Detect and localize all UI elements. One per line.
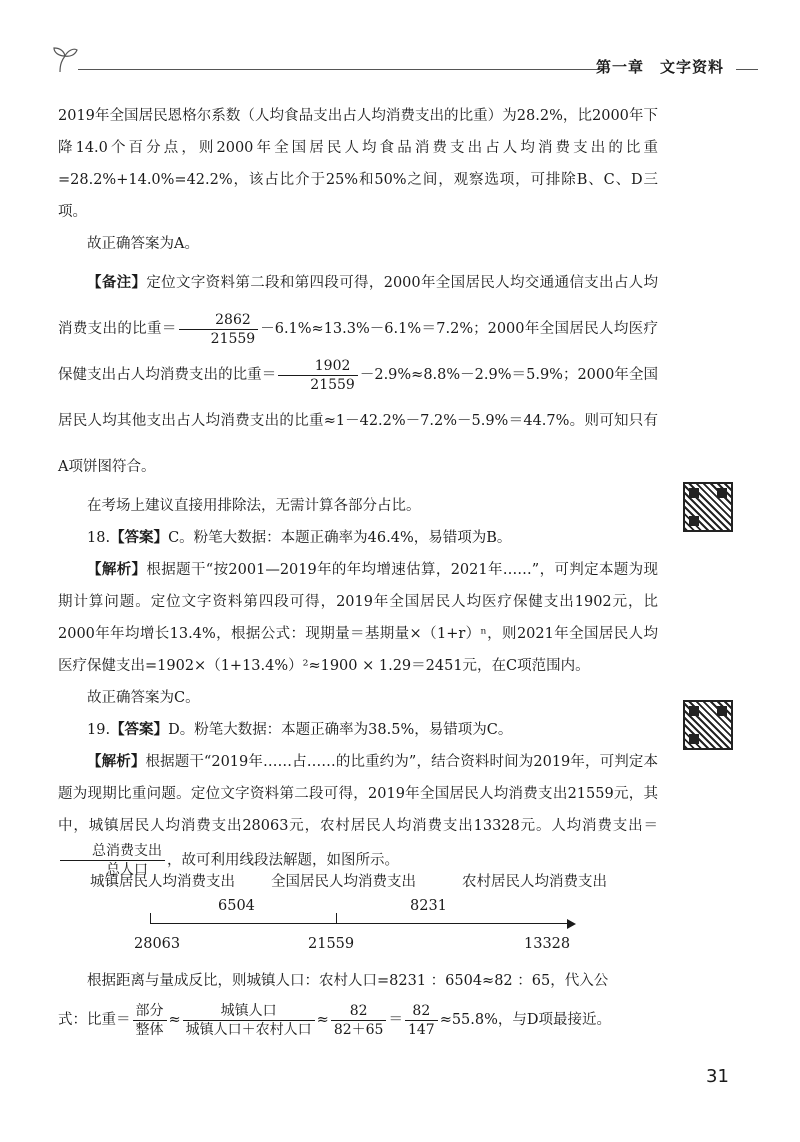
segment-line [150, 923, 574, 924]
qr-code-19[interactable] [683, 700, 733, 750]
segment-label-rural: 农村居民人均消费支出 [462, 874, 607, 890]
fraction-denominator: 总人口 [106, 862, 148, 878]
header-rule-right [736, 69, 758, 70]
fraction-numerator: 82 [331, 1002, 387, 1021]
fraction-numerator: 2862 [179, 311, 259, 330]
note-label: 【备注】 [87, 274, 147, 291]
answer-text: C。粉笔大数据：本题正确率为46.4%，易错项为B。 [168, 530, 512, 546]
question-number: 19. [87, 722, 111, 738]
note-text-b: －6.1%≈13.3%－6.1%＝7.2%；2000年全国居民人均医疗保健支出占人均消费支出的比重＝ [58, 321, 658, 383]
fraction-population [183, 1002, 315, 1039]
fraction-denominator: 21559 [310, 376, 355, 393]
answer-label: 【答案】 [110, 529, 169, 546]
paragraph-engel: 2019年全国居民恩格尔系数（人均食品支出占人均消费支出的比重）为28.2%，比2000年下降14.0个百分点，则2000年全国居民人均食品消费支出占人均消费支出的比重=28.2%+14.0%=42.2%，该占比介于25%和50%之间，观察选项，可排除B、C、D三项。 [58, 108, 658, 220]
page-header [50, 44, 750, 84]
segment-distance-right: 8231 [410, 898, 447, 914]
qr-code-18[interactable] [683, 482, 733, 532]
segment-label-urban: 城镇居民人均消费支出 [90, 874, 235, 890]
fraction-numerator: 总消费支出 [60, 842, 165, 861]
analysis-label: 【解析】 [87, 561, 147, 578]
answer-line-a: 故正确答案为A。 [87, 236, 199, 252]
conclusion-line-1: 根据距离与量成反比，则城镇人口：农村人口=8231 ：6504≈82 ：65，代入公 [87, 973, 609, 989]
analysis-text: 根据题干“2019年……占……的比重约为”，结合资料时间为2019年，可判定本题为现期比重问题。定位文字资料第二段可得，2019年全国居民人均消费支出21559元，其中，城镇居民人均消费支出28063元，农村居民人均消费支出13328元。人均消费支出＝ [58, 754, 658, 834]
fraction-denominator: 147 [407, 1021, 435, 1038]
fraction-denominator: 城镇人口＋农村人口 [185, 1021, 312, 1038]
note-text-c: －2.9%≈8.8%－2.9%＝5.9%；2000年全国居民人均其他支出占人均消费支出的比重≈1－42.2%－7.2%－5.9%＝44.7%。则可知只有A项饼图符合。 [58, 367, 659, 475]
approx-sign: ≈ [168, 1012, 181, 1028]
analysis-tail: ，故可利用线段法解题，如图所示。 [167, 852, 399, 869]
equals-sign: ＝ [388, 1012, 403, 1028]
sprout-icon [50, 46, 80, 74]
chapter-title: 第一章 文字资料 [596, 58, 725, 76]
fraction-denominator: 整体 [135, 1021, 164, 1038]
fraction-numerator: 82 [405, 1002, 438, 1021]
formula-prefix: 式：比重＝ [58, 1012, 131, 1028]
exam-tip: 在考场上建议直接用排除法，无需计算各部分占比。 [87, 498, 421, 514]
fraction-numerator: 城镇人口 [183, 1002, 315, 1021]
segment-label-national: 全国居民人均消费支出 [271, 874, 416, 890]
segment-tick-mid [336, 913, 337, 923]
fraction-part-whole [133, 1002, 167, 1039]
segment-value-national: 21559 [308, 936, 355, 952]
conclusion [58, 965, 658, 1043]
answer-text: D。粉笔大数据：本题正确率为38.5%，易错项为C。 [168, 722, 513, 738]
segment-value-rural: 13328 [524, 936, 571, 952]
segment-distance-left: 6504 [218, 898, 255, 914]
question-number: 18. [87, 530, 111, 546]
segment-value-urban: 28063 [134, 936, 181, 952]
fraction-denominator: 21559 [210, 330, 256, 347]
segment-tick-left [150, 913, 151, 923]
fraction-denominator: 82＋65 [333, 1021, 384, 1038]
header-rule-left [78, 69, 600, 70]
formula-result: ≈55.8%，与D项最接近。 [439, 1012, 612, 1028]
answer-line-c: 故正确答案为C。 [87, 690, 200, 706]
fraction-numerator: 部分 [133, 1002, 167, 1021]
note-text-a: 定位文字资料第二段和第四段可得，2000年全国居民人均交通通信支出占人均消费支出的比重＝ [58, 275, 658, 337]
conclusion-formula [58, 997, 658, 1043]
page-body [58, 100, 658, 879]
note-paragraph [58, 260, 658, 490]
page-number: 31 [706, 1066, 729, 1087]
approx-sign: ≈ [316, 1012, 329, 1028]
fraction-numerator: 1902 [278, 357, 358, 376]
fraction-82-147-sum [331, 1002, 387, 1039]
analysis-label: 【解析】 [87, 753, 146, 770]
line-segment-diagram [58, 870, 658, 965]
answer-label: 【答案】 [110, 721, 169, 738]
answer-18 [58, 522, 658, 554]
fraction-82-147 [405, 1002, 438, 1039]
analysis-19 [58, 746, 658, 879]
segment-arrow-icon [567, 919, 576, 929]
fraction-transport [179, 311, 259, 348]
answer-19 [58, 714, 658, 746]
analysis-18 [58, 554, 658, 682]
fraction-medical [278, 357, 358, 394]
analysis-text: 根据题干“按2001—2019年的年均增速估算，2021年……”，可判定本题为现期计算问题。定位文字资料第四段可得，2019年全国居民人均医疗保健支出1902元，比2000年年均增长13.4%，根据公式：现期量＝基期量×（1+r）ⁿ，则2021年全国居民人均医疗保健支出=1902×（1+13.4%）²≈1900 × 1.29＝2451元，在C项范围内。 [58, 562, 659, 674]
